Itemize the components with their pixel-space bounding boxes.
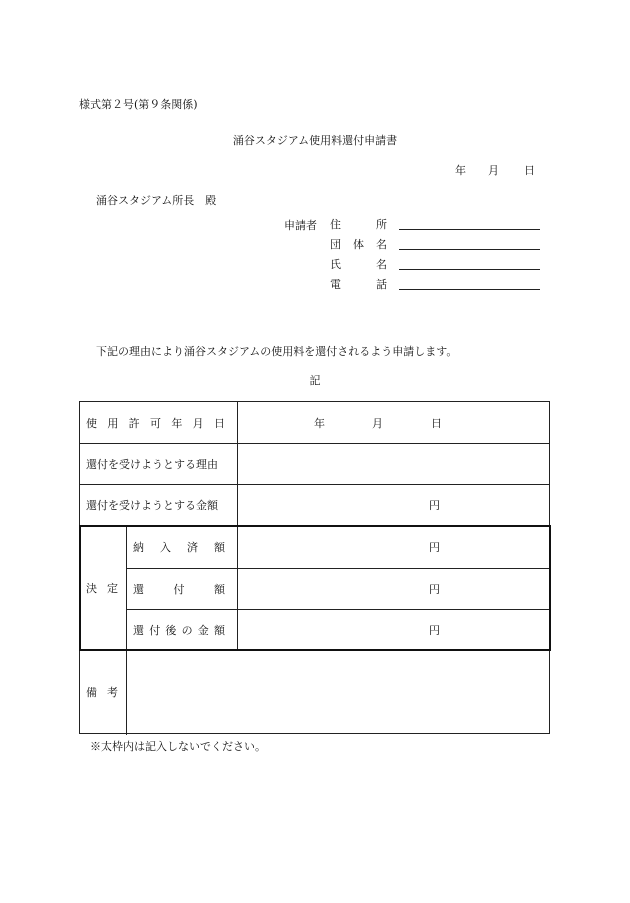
- date-day-label: 日: [524, 164, 535, 177]
- refund-table: [79, 401, 550, 734]
- date-month-label: 月: [488, 164, 499, 177]
- refund-amount-label: 還付を受けようとする金額: [86, 499, 218, 512]
- applicant-label: 申請者: [284, 219, 317, 232]
- decision-label: 決 定: [86, 582, 118, 595]
- addressee: 涌谷スタジアム所長 殿: [96, 194, 217, 207]
- after-refund-label: 還 付 後 の 金 額: [133, 623, 225, 637]
- organization-name-label: 団 体 名: [330, 238, 387, 251]
- permit-date-label: 使 用 許 可 年 月 日: [86, 416, 225, 430]
- remarks-field[interactable]: [127, 650, 550, 734]
- after-refund-yen: 円: [429, 623, 440, 637]
- address-label: 住 所: [330, 218, 387, 231]
- form-number: 様式第２号(第９条関係): [79, 98, 198, 111]
- permit-day-unit: 日: [431, 416, 442, 430]
- paid-amount-yen: 円: [429, 541, 440, 554]
- permit-year-unit: 年: [314, 416, 325, 430]
- note-heading: 記: [309, 374, 321, 387]
- footnote: ※太枠内は記入しないでください。: [90, 740, 266, 753]
- refund-label: 還 付 額: [133, 582, 225, 596]
- remarks-label: 備 考: [86, 686, 118, 699]
- refund-amount-yen: 円: [429, 499, 440, 512]
- phone-label: 電 話: [330, 278, 387, 291]
- date-year-label: 年: [455, 164, 466, 177]
- paid-amount-label: 納 入 済 額: [133, 541, 225, 554]
- name-label: 氏 名: [330, 258, 387, 271]
- refund-reason-label: 還付を受けようとする理由: [86, 457, 218, 471]
- name-field[interactable]: [399, 269, 540, 270]
- organization-name-field[interactable]: [399, 249, 540, 250]
- page-title: 涌谷スタジアム使用料還付申請書: [232, 134, 398, 147]
- body-text: 下記の理由により涌谷スタジアムの使用料を還付されるよう申請します。: [96, 345, 458, 358]
- phone-field[interactable]: [399, 289, 540, 290]
- address-field[interactable]: [399, 229, 540, 230]
- refund-yen: 円: [429, 582, 440, 596]
- permit-month-unit: 月: [372, 416, 383, 430]
- refund-reason-field[interactable]: [238, 443, 550, 484]
